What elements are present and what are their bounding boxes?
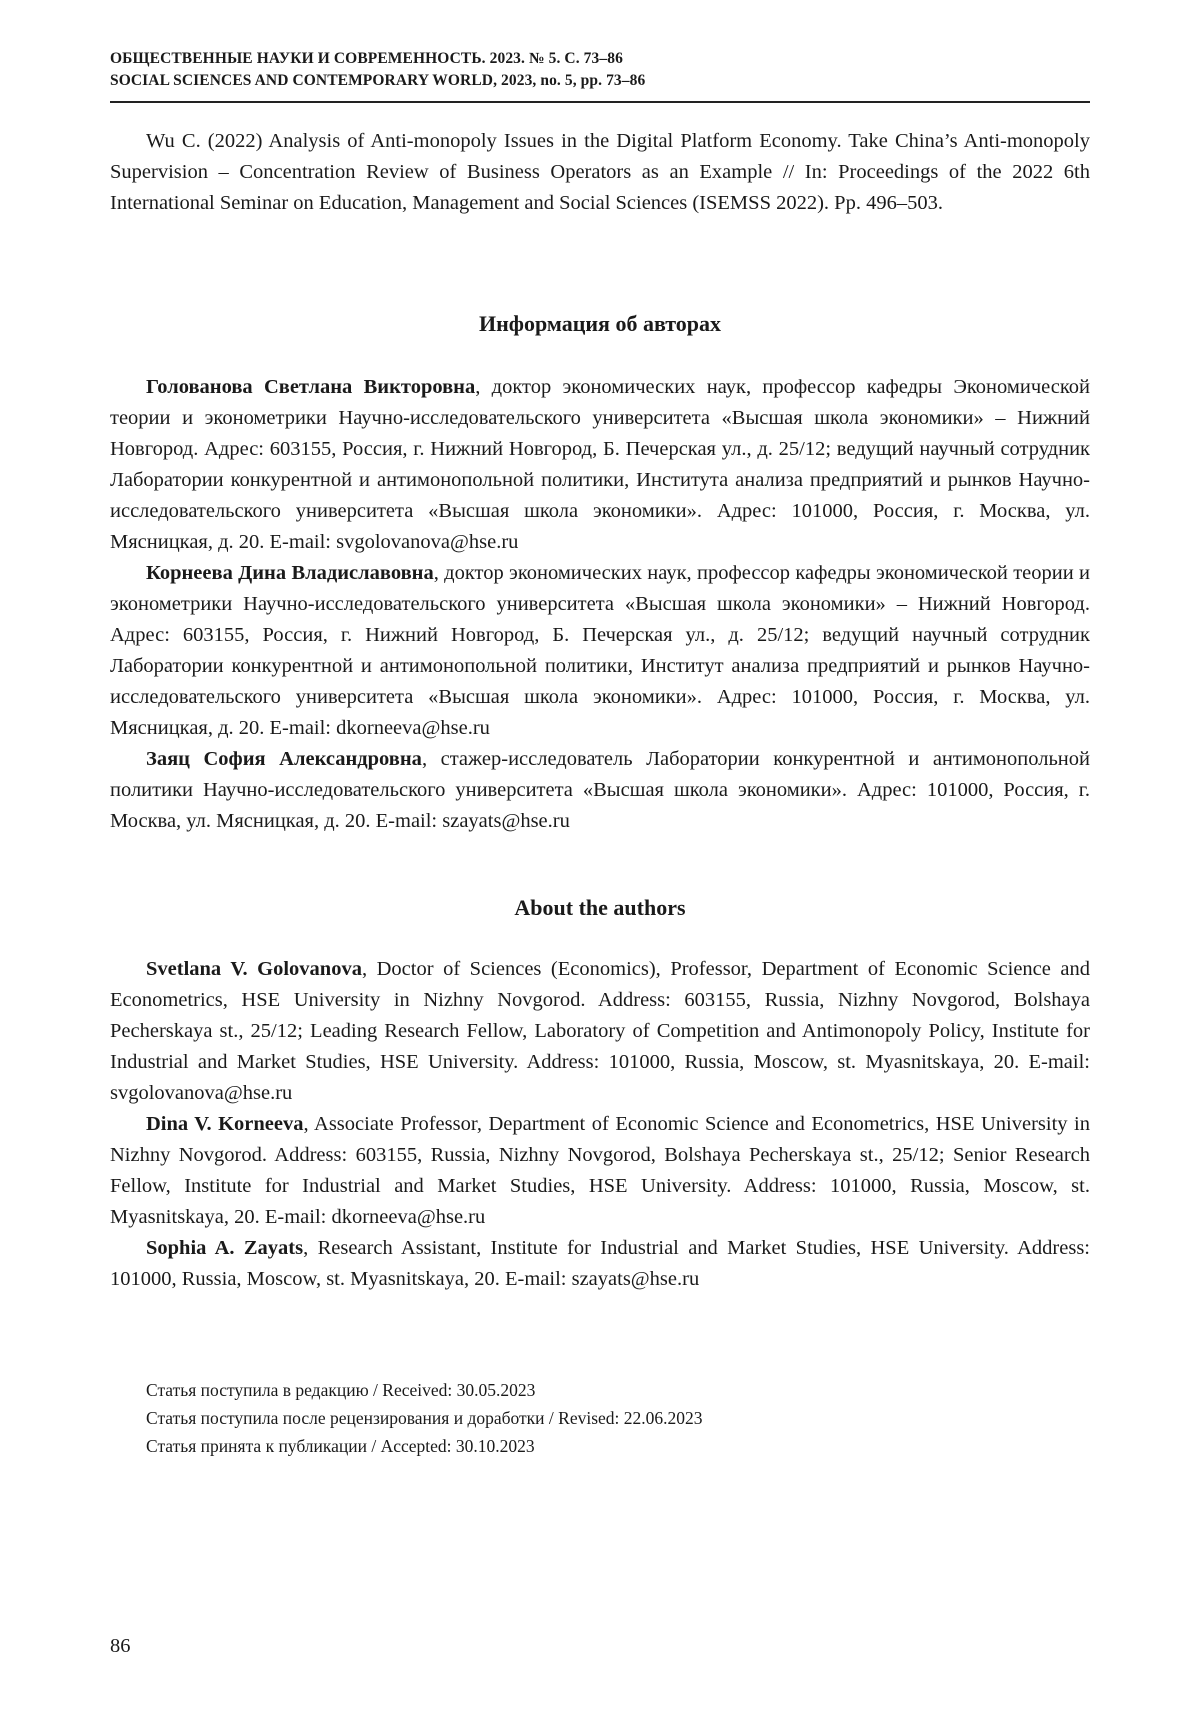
page-number: 86 — [110, 1635, 131, 1657]
author-en-korneeva — [110, 1109, 1090, 1233]
author-details: , Associate Professor, Department of Economic Science and Econometrics, HSE University in Nizhny Novgorod. Address: 603155, Russia, Nizhny Novgorod, Bolshaya Pecherskaya st., 25/12; Senior Research Fellow, Institute for Industrial and Market Studies, HSE University. Address: 101000, Russia, Moscow, st. Myasnitskaya, 20. E-mail: dkorneeva@hse.ru — [110, 1113, 1090, 1228]
author-details: , доктор экономических наук, профессор кафедры экономической теории и эконометрики Научно-исследовательского университета «Высшая школа экономики» – Нижний Новгород. Адрес: 603155, Россия, г. Нижний Новгород, Б. Печерская ул., д. 25/12; ведущий научный сотрудник Лаборатории конкурентной и антимонопольной политики, Институт анализа предприятий и рынков Научно-исследовательского университета «Высшая школа экономики». Адрес: 101000, Россия, г. Москва, ул. Мясницкая, д. 20. E-mail: dkorneeva@hse.ru — [110, 562, 1090, 739]
date-accepted: Статья принята к публикации / Accepted: 30.10.2023 — [146, 1436, 535, 1456]
reference-text: Wu C. (2022) Analysis of Anti-monopoly Issues in the Digital Platform Economy. Take China’s Anti-monopoly Supervision – Concentration Review of Business Operators as an Example // In: Proceedings of the 2022 6th International Seminar on Education, Management and Social Sciences (ISEMSS 2022). Pp. 496–503. — [110, 130, 1090, 214]
author-name: Sophia A. Zayats — [146, 1237, 304, 1259]
running-header — [110, 48, 1090, 92]
header-title-en: SOCIAL SCIENCES AND CONTEMPORARY WORLD, 2023, no. 5, pp. 73–86 — [110, 72, 646, 89]
date-revised: Статья поступила после рецензирования и доработки / Revised: 22.06.2023 — [146, 1408, 703, 1428]
author-details: , Doctor of Sciences (Economics), Professor, Department of Economic Science and Econometrics, HSE University in Nizhny Novgorod. Address: 603155, Russia, Nizhny Novgorod, Bolshaya Pecherskaya st., 25/12; Leading Research Fellow, Laboratory of Competition and Antimonopoly Policy, Institute for Industrial and Market Studies, HSE University. Address: 101000, Russia, Moscow, st. Myasnitskaya, 20. E-mail: svgolovanova@hse.ru — [110, 958, 1090, 1104]
author-en-zayats — [110, 1233, 1090, 1295]
author-name: Голованова Светлана Викторовна — [146, 376, 476, 398]
author-en-golovanova — [110, 954, 1090, 1109]
author-details: , стажер-исследователь Лаборатории конкурентной и антимонопольной политики Научно-исследовательского университета «Высшая школа экономики». Адрес: 101000, Россия, г. Москва, ул. Мясницкая, д. 20. E-mail: szayats@hse.ru — [110, 748, 1090, 832]
authors-ru-heading: Информация об авторах — [478, 311, 722, 336]
authors-en-section — [110, 954, 1090, 1295]
header-divider — [110, 101, 1090, 103]
author-details: , Research Assistant, Institute for Industrial and Market Studies, HSE University. Address: 101000, Russia, Moscow, st. Myasnitskaya, 20. E-mail: szayats@hse.ru — [110, 1237, 1090, 1290]
author-ru-zayats — [110, 744, 1090, 837]
author-name: Корнеева Дина Владиславовна — [146, 562, 434, 584]
header-title-ru: ОБЩЕСТВЕННЫЕ НАУКИ И СОВРЕМЕННОСТЬ. 2023. № 5. С. 73–86 — [110, 50, 623, 67]
author-details: , доктор экономических наук, профессор кафедры Экономической теории и эконометрики Научно-исследовательского университета «Высшая школа экономики» – Нижний Новгород. Адрес: 603155, Россия, г. Нижний Новгород, Б. Печерская ул., д. 25/12; ведущий научный сотрудник Лаборатории конкурентной и антимонопольной политики, Института анализа предприятий и рынков Научно-исследовательского университета «Высшая школа экономики». Адрес: 101000, Россия, г. Москва, ул. Мясницкая, д. 20. E-mail: svgolovanova@hse.ru — [110, 376, 1090, 553]
article-dates — [146, 1376, 1046, 1460]
authors-ru-section — [110, 372, 1090, 837]
author-ru-golovanova — [110, 372, 1090, 558]
author-ru-korneeva — [110, 558, 1090, 744]
author-name: Dina V. Korneeva — [146, 1113, 304, 1135]
reference-entry — [110, 126, 1090, 219]
authors-en-heading: About the authors — [514, 895, 686, 920]
date-received: Статья поступила в редакцию / Received: 30.05.2023 — [146, 1380, 536, 1400]
author-name: Svetlana V. Golovanova — [146, 958, 362, 980]
author-name: Заяц София Александровна — [146, 748, 422, 770]
